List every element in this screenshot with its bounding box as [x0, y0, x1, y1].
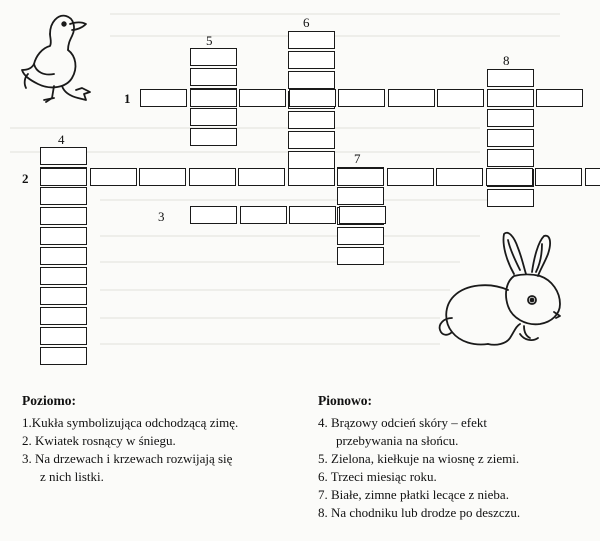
word-1-cell-1[interactable]	[140, 89, 187, 107]
word-2-cell-7[interactable]	[337, 168, 384, 186]
word-1-cell-2[interactable]	[190, 89, 237, 107]
clue-down-8: 8. Na chodniku lub drodze po deszczu.	[318, 505, 521, 520]
word-2-cell-8[interactable]	[387, 168, 434, 186]
word-4-cell-1[interactable]	[40, 147, 87, 165]
word-8-cell-7[interactable]	[487, 189, 534, 207]
word-6-cell-3[interactable]	[288, 71, 335, 89]
word-4-cell-5[interactable]	[40, 227, 87, 245]
clue-number-5: 5	[206, 33, 213, 48]
clue-number-4: 4	[58, 132, 65, 147]
word-4-cell-3[interactable]	[40, 187, 87, 205]
down-list	[318, 414, 593, 522]
word-2-cell-12[interactable]	[585, 168, 600, 186]
word-2-cell-6[interactable]	[288, 168, 335, 186]
word-3-cell-1[interactable]	[190, 206, 237, 224]
word-4-cell-10[interactable]	[40, 327, 87, 345]
word-4-cell-7[interactable]	[40, 267, 87, 285]
word-1-cell-8[interactable]	[487, 89, 534, 107]
word-4-cell-8[interactable]	[40, 287, 87, 305]
word-8-cell-3[interactable]	[487, 109, 534, 127]
clues-down	[318, 392, 593, 522]
word-2-cell-10[interactable]	[486, 168, 533, 186]
word-2-cell-1[interactable]	[40, 168, 87, 186]
clue-down-4: 4. Brązowy odcień skóry – efekt przebywania na słońcu.	[318, 415, 487, 448]
clue-across-2: 2. Kwiatek rosnący w śniegu.	[22, 433, 176, 448]
clue-down-6: 6. Trzeci miesiąc roku.	[318, 469, 437, 484]
word-6-cell-5[interactable]	[288, 111, 335, 129]
word-1-cell-9[interactable]	[536, 89, 583, 107]
word-6-cell-1[interactable]	[288, 31, 335, 49]
word-7-cell-4[interactable]	[337, 227, 384, 245]
clues-across	[22, 392, 312, 486]
clue-down-7: 7. Białe, zimne płatki lecące z nieba.	[318, 487, 509, 502]
word-4-cell-11[interactable]	[40, 347, 87, 365]
word-1-cell-4[interactable]	[289, 89, 336, 107]
word-2-cell-9[interactable]	[436, 168, 483, 186]
clue-number-6: 6	[303, 15, 310, 30]
word-7-cell-5[interactable]	[337, 247, 384, 265]
word-4-cell-9[interactable]	[40, 307, 87, 325]
word-2-cell-5[interactable]	[238, 168, 285, 186]
clue-across-1: 1.Kukła symbolizująca odchodzącą zimę.	[22, 415, 239, 430]
clue-down-5: 5. Zielona, kiełkuje na wiosnę z ziemi.	[318, 451, 520, 466]
clue-across-3: 3. Na drzewach i krzewach rozwijają się z nich listki.	[22, 451, 233, 484]
word-5-cell-2[interactable]	[190, 68, 237, 86]
clue-number-1: 1	[124, 91, 131, 106]
word-5-cell-4[interactable]	[190, 108, 237, 126]
word-6-cell-7[interactable]	[288, 151, 335, 169]
word-5-cell-5[interactable]	[190, 128, 237, 146]
down-heading: Pionowo:	[318, 393, 372, 408]
word-4-cell-6[interactable]	[40, 247, 87, 265]
clue-number-2: 2	[22, 171, 29, 186]
clue-number-7: 7	[354, 151, 361, 166]
word-6-cell-6[interactable]	[288, 131, 335, 149]
word-2-cell-11[interactable]	[535, 168, 582, 186]
word-3-cell-2[interactable]	[240, 206, 287, 224]
clue-number-3: 3	[158, 209, 165, 224]
word-3-cell-3[interactable]	[289, 206, 336, 224]
word-8-cell-1[interactable]	[487, 69, 534, 87]
clue-number-8: 8	[503, 53, 510, 68]
word-3-cell-4[interactable]	[339, 206, 386, 224]
word-2-cell-4[interactable]	[189, 168, 236, 186]
across-list	[22, 414, 312, 486]
word-6-cell-2[interactable]	[288, 51, 335, 69]
word-1-cell-5[interactable]	[338, 89, 385, 107]
word-8-cell-5[interactable]	[487, 149, 534, 167]
word-1-cell-3[interactable]	[239, 89, 286, 107]
word-4-cell-4[interactable]	[40, 207, 87, 225]
word-1-cell-6[interactable]	[388, 89, 435, 107]
word-1-cell-7[interactable]	[437, 89, 484, 107]
across-heading: Poziomo:	[22, 393, 76, 408]
word-2-cell-2[interactable]	[90, 168, 137, 186]
word-7-cell-2[interactable]	[337, 187, 384, 205]
word-5-cell-1[interactable]	[190, 48, 237, 66]
word-8-cell-4[interactable]	[487, 129, 534, 147]
word-2-cell-3[interactable]	[139, 168, 186, 186]
